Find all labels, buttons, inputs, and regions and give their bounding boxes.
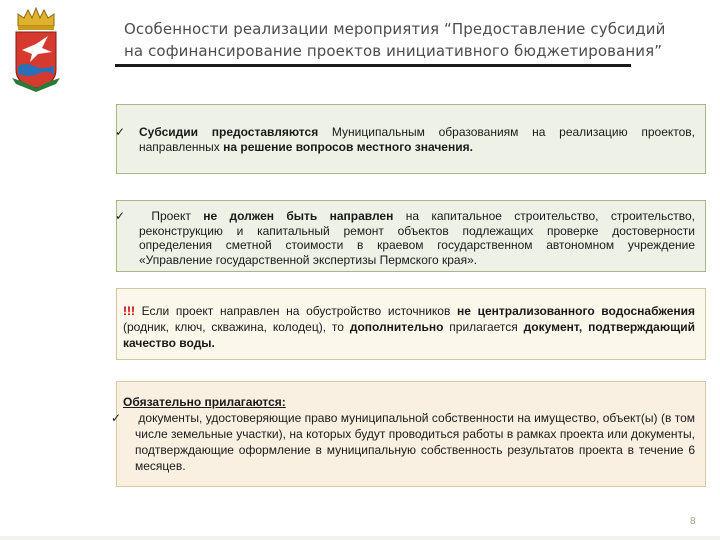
subsidy-recipients-text: ✓ Субсидии предоставляются Муниципальным образованиям на реализацию проектов, направленных на решение вопросов местного значения. [115, 125, 695, 154]
required-documents-block [111, 381, 706, 487]
slide-title [124, 18, 704, 62]
checkmark-icon: ✓ [115, 209, 126, 223]
bottom-strip [0, 536, 720, 540]
title-line-2: на софинансирование проектов инициативного бюджетирования” [124, 42, 663, 60]
exclamation-mark: !!! [123, 304, 135, 318]
project-restriction-text: ✓ Проект не должен быть направлен на капитальное строительство, строительство, реконструкцию и капитальный ремонт объектов подлежащих проверке достоверности определения сметной стоимости в краевом государственном автономном учреждение «Управление государственной экспертизы Пермского края». [115, 209, 695, 267]
checkmark-icon: ✓ [111, 411, 122, 425]
page-number: 8 [690, 516, 696, 527]
checkmark-icon: ✓ [115, 125, 126, 139]
title-underline [115, 64, 631, 67]
required-documents-heading: Обязательно прилагаются: [123, 395, 286, 409]
subsidy-bold: Субсидии предоставляются [139, 125, 319, 139]
water-supply-note-block [116, 288, 706, 360]
water-supply-note-text: !!! Если проект направлен на обустройство источников не централизованного водоснабжения (родник, ключ, скважина, колодец), то дополнительно прилагается документ, подтверждающий качество воды. [123, 304, 695, 350]
project-restriction-block [116, 200, 706, 272]
required-documents-text: ✓ документы, удостоверяющие право муниципальной собственности на имущество, объект(ы) (в том числе земельные участки), на которых будут проводиться работы в рамках проекта или документы, подтверждающие оформление в муниципальную собственность результатов проекта в течение 6 месяцев. [111, 411, 695, 473]
subsidy-recipients-block [116, 104, 706, 174]
title-line-1: Особенности реализации мероприятия “Предоставление субсидий [124, 20, 666, 38]
city-crest-logo [8, 4, 64, 92]
